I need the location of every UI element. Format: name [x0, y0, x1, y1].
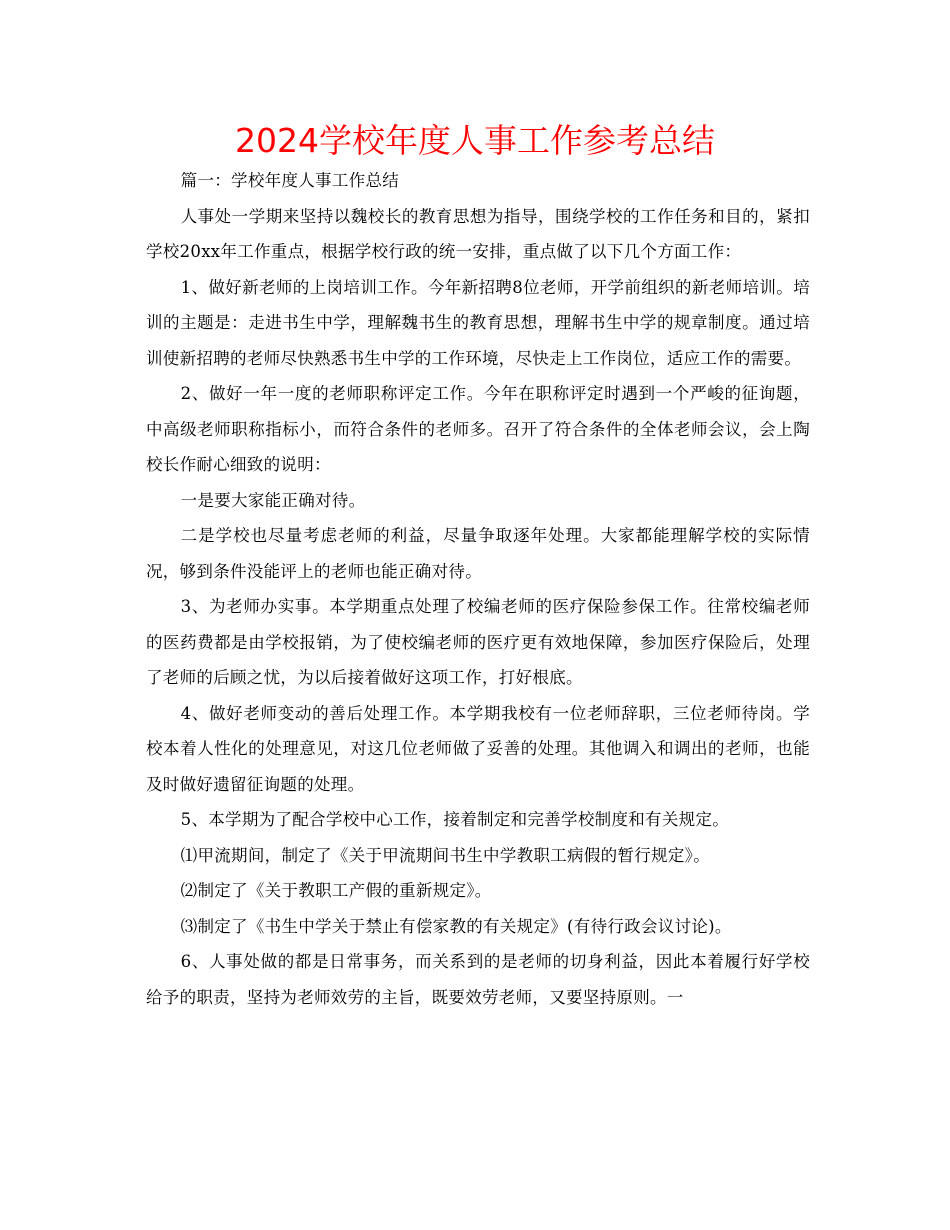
document-body [146, 163, 810, 1015]
paragraph-item-4: 4、做好老师变动的善后处理工作。本学期我校有一位老师辞职，三位老师待岗。学校本着人性化的处理意见，对这几位老师做了妥善的处理。其他调入和调出的老师，也能及时做好遗留征询题的处理。 [146, 703, 810, 794]
paragraph-intro: 人事处一学期来坚持以魏校长的教育思想为指导，围绕学校的工作任务和目的，紧扣学校20xx年工作重点，根据学校行政的统一安排，重点做了以下几个方面工作： [146, 206, 810, 261]
paragraph-item-1: 1、做好新老师的上岗培训工作。今年新招聘8位老师，开学前组织的新老师培训。培训的主题是：走进书生中学，理解魏书生的教育思想，理解书生中学的规章制度。通过培训使新招聘的老师尽快熟悉书生中学的工作环境，尽快走上工作岗位，适应工作的需要。 [146, 277, 810, 368]
document-title: 2024学校年度人事工作参考总结 [235, 121, 715, 160]
paragraph-item-5-sub-1: ⑴甲流期间，制定了《关于甲流期间书生中学教职工病假的暂行规定》。 [180, 845, 710, 865]
paragraph-item-2-point-1: 一是要大家能正确对待。 [180, 490, 366, 510]
paragraph-item-2: 2、做好一年一度的老师职称评定工作。今年在职称评定时遇到一个严峻的征询题，中高级老师职称指标小，而符合条件的老师多。召开了符合条件的全体老师会议，会上陶校长作耐心细致的说明： [146, 384, 810, 474]
paragraph-item-5-sub-2: ⑵制定了《关于教职工产假的重新规定》。 [180, 881, 492, 900]
paragraph-item-2-point-2: 二是学校也尽量考虑老师的利益，尽量争取逐年处理。大家都能理解学校的实际情况，够到条件没能评上的老师也能正确对待。 [146, 526, 810, 581]
paragraph-section-heading: 篇一：学校年度人事工作总结 [180, 171, 400, 190]
paragraph-item-5-sub-3: ⑶制定了《书生中学关于禁止有偿家教的有关规定》(有待行政会议讨论)。 [180, 916, 732, 936]
paragraph-item-3: 3、为老师办实事。本学期重点处理了校编老师的医疗保险参保工作。往常校编老师的医药费都是由学校报销，为了使校编老师的医疗更有效地保障，参加医疗保险后，处理了老师的后顾之忧，为以后接着做好这项工作，打好根底。 [146, 597, 810, 687]
paragraph-item-6: 6、人事处做的都是日常事务，而关系到的是老师的切身利益，因此本着履行好学校给予的职责，坚持为老师效劳的主旨，既要效劳老师，又要坚持原则。一 [146, 952, 810, 1007]
paragraph-item-5: 5、本学期为了配合学校中心工作，接着制定和完善学校制度和有关规定。 [180, 810, 730, 829]
